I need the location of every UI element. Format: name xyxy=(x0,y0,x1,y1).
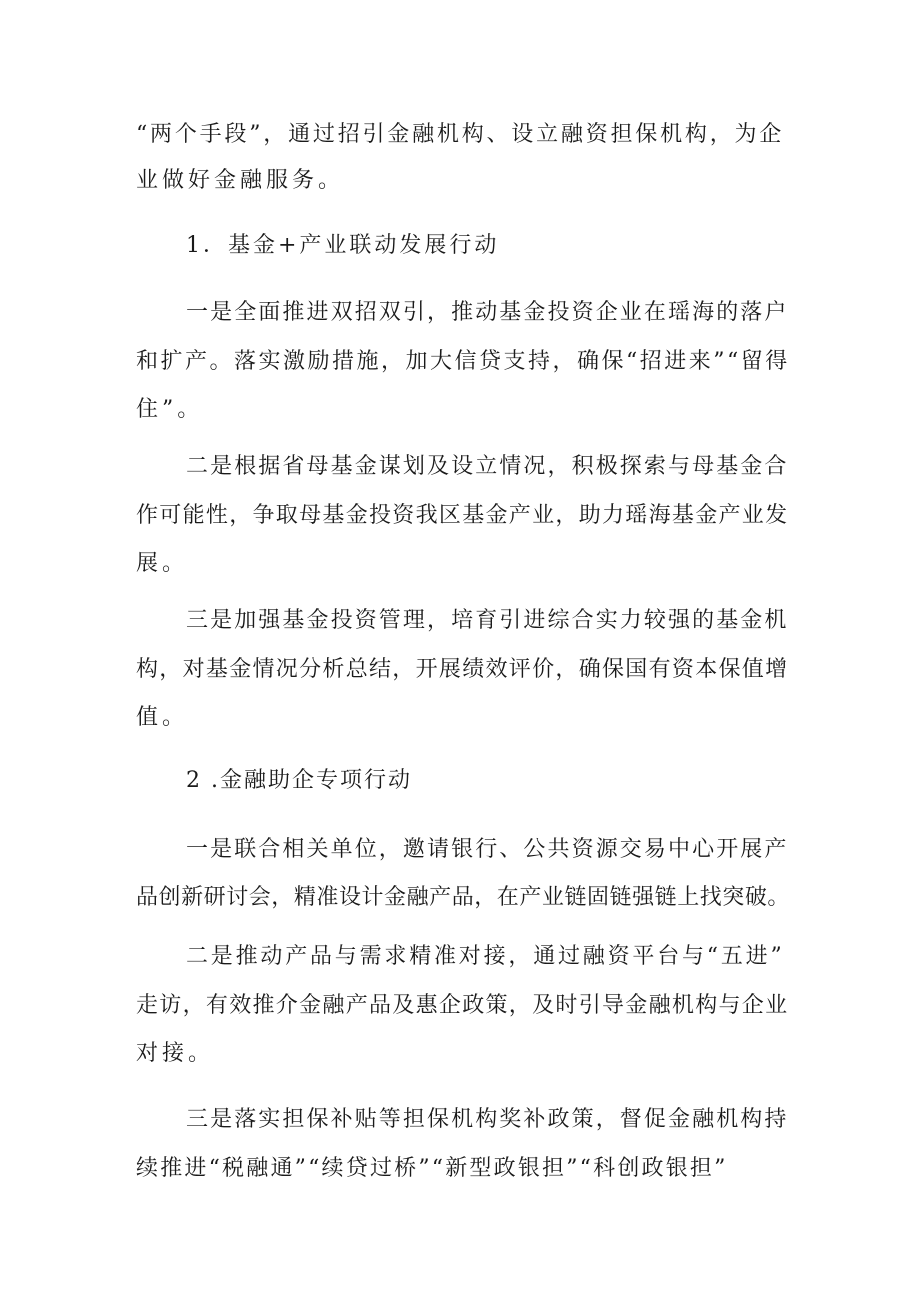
text-line: 二是推动产品与需求精准对接，通过融资平台与“五进” xyxy=(186,944,785,969)
text-line: 品创新研讨会，精准设计金融产品，在产业链固链强链上找突破。 xyxy=(136,885,790,910)
text-line: “两个手段”，通过招引金融机构、设立融资担保机构，为企 xyxy=(136,122,785,147)
text-line: 三是落实担保补贴等担保机构奖补政策，督促金融机构持 xyxy=(186,1107,789,1132)
text-line: 值。 xyxy=(136,705,189,730)
text-line: 一是全面推进双招双引，推动基金投资企业在瑶海的落户 xyxy=(186,300,789,325)
text-line: 展。 xyxy=(136,551,189,576)
text-line: 走访，有效推介金融产品及惠企政策，及时引导金融机构与企业 xyxy=(136,993,789,1018)
text-line: 和扩产。落实激励措施，加大信贷支持，确保“招进来”“留得 xyxy=(136,349,790,374)
text-line: 构，对基金情况分析总结，开展绩效评价，确保国有资本保值增 xyxy=(136,657,789,682)
section-heading: 2 .金融助企专项行动 xyxy=(186,768,412,793)
text-line: 作可能性，争取母基金投资我区基金产业，助力瑶海基金产业发 xyxy=(136,503,789,528)
text-line: 续推进“税融通”“续贷过桥”“新型政银担”“科创政银担” xyxy=(136,1156,728,1181)
text-line: 二是根据省母基金谋划及设立情况，积极探索与母基金合 xyxy=(186,454,789,479)
text-line: 三是加强基金投资管理，培育引进综合实力较强的基金机 xyxy=(186,608,789,633)
text-line: 业做好金融服务。 xyxy=(136,168,345,193)
text-line: 一是联合相关单位，邀请银行、公共资源交易中心开展产 xyxy=(186,837,789,862)
text-line: 住”。 xyxy=(136,397,204,422)
section-heading: 1．基金+产业联动发展行动 xyxy=(186,233,500,258)
text-line: 对接。 xyxy=(136,1041,215,1066)
